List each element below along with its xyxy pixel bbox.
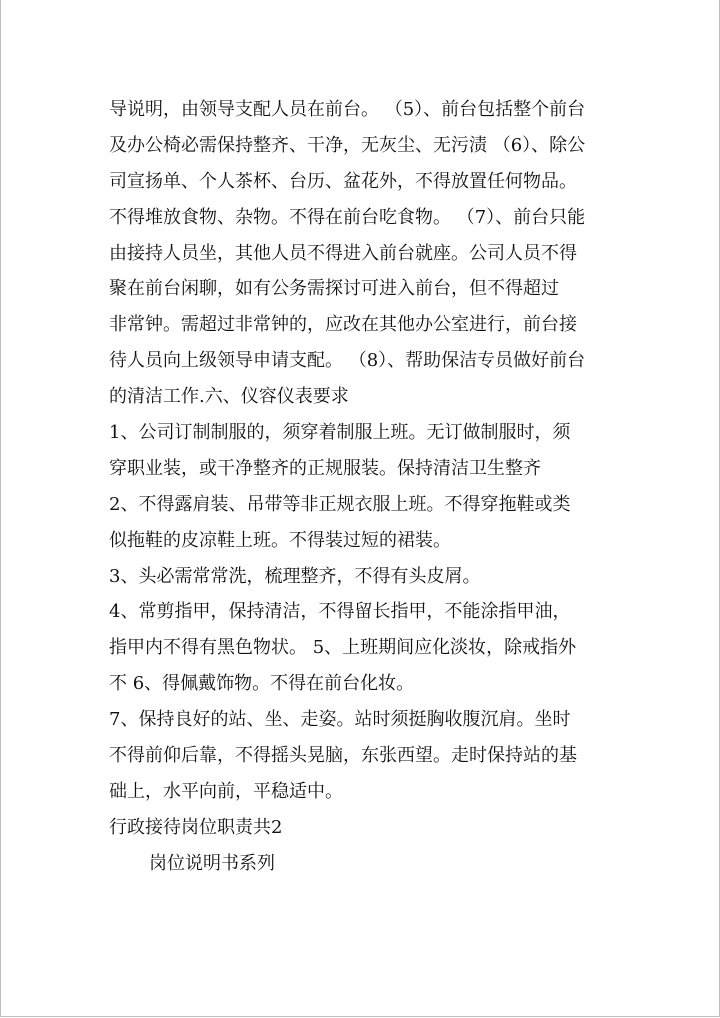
text-line: 3、头必需常常洗，梳理整齐，不得有头皮屑。 xyxy=(109,565,481,587)
text-line: 非常钟。需超过非常钟的，应改在其他办公室进行，前台接 xyxy=(109,314,577,336)
text-line: 础上，水平向前，平稳适中。 xyxy=(109,780,343,802)
text-line: 2、不得露肩装、吊带等非正规衣服上班。不得穿拖鞋或类 xyxy=(109,493,571,515)
text-line: 指甲内不得有黑色物状。 5、上班期间应化淡妆，除戒指外 xyxy=(109,637,577,659)
text-line: 似拖鞋的皮凉鞋上班。不得装过短的裙装。 xyxy=(109,529,451,551)
text-line: 不得前仰后靠，不得摇头晃脑，东张西望。走时保持站的基 xyxy=(109,745,577,767)
text-line: 不 6、得佩戴饰物。不得在前台化妆。 xyxy=(109,673,415,695)
section-subtitle: 岗位说明书系列 xyxy=(149,852,275,874)
text-line: 导说明，由领导支配人员在前台。 （5）、前台包括整个前台 xyxy=(109,99,586,120)
text-line: 7、保持良好的站、坐、走姿。站时须挺胸收腹沉肩。坐时 xyxy=(109,709,571,731)
text-line: 穿职业装，或干净整齐的正规服装。保持清洁卫生整齐 xyxy=(109,457,541,479)
text-line: 聚在前台闲聊，如有公务需探讨可进入前台，但不得超过 xyxy=(109,278,559,300)
text-line: 4、常剪指甲，保持清洁，不得留长指甲，不能涂指甲油， xyxy=(109,601,571,623)
text-line: 的清洁工作.六、仪容仪表要求 xyxy=(109,386,349,408)
text-line: 待人员向上级领导申请支配。 （8）、帮助保洁专员做好前台 xyxy=(109,350,586,372)
text-line: 不得堆放食物、杂物。不得在前台吃食物。 （7）、前台只能 xyxy=(109,206,586,228)
text-line: 由接持人员坐，其他人员不得进入前台就座。公司人员不得 xyxy=(109,242,577,264)
text-line: 及办公椅必需保持整齐、干净，无灰尘、无污渍 （6）、除公 xyxy=(109,134,586,156)
document-body xyxy=(109,92,621,882)
text-line: 1、公司订制制服的，须穿着制服上班。无订做制服时，须 xyxy=(109,422,571,444)
section-title: 行政接待岗位职责共2 xyxy=(109,816,283,838)
text-line: 司宣扬单、个人茶杯、台历、盆花外，不得放置任何物品。 xyxy=(109,170,577,192)
